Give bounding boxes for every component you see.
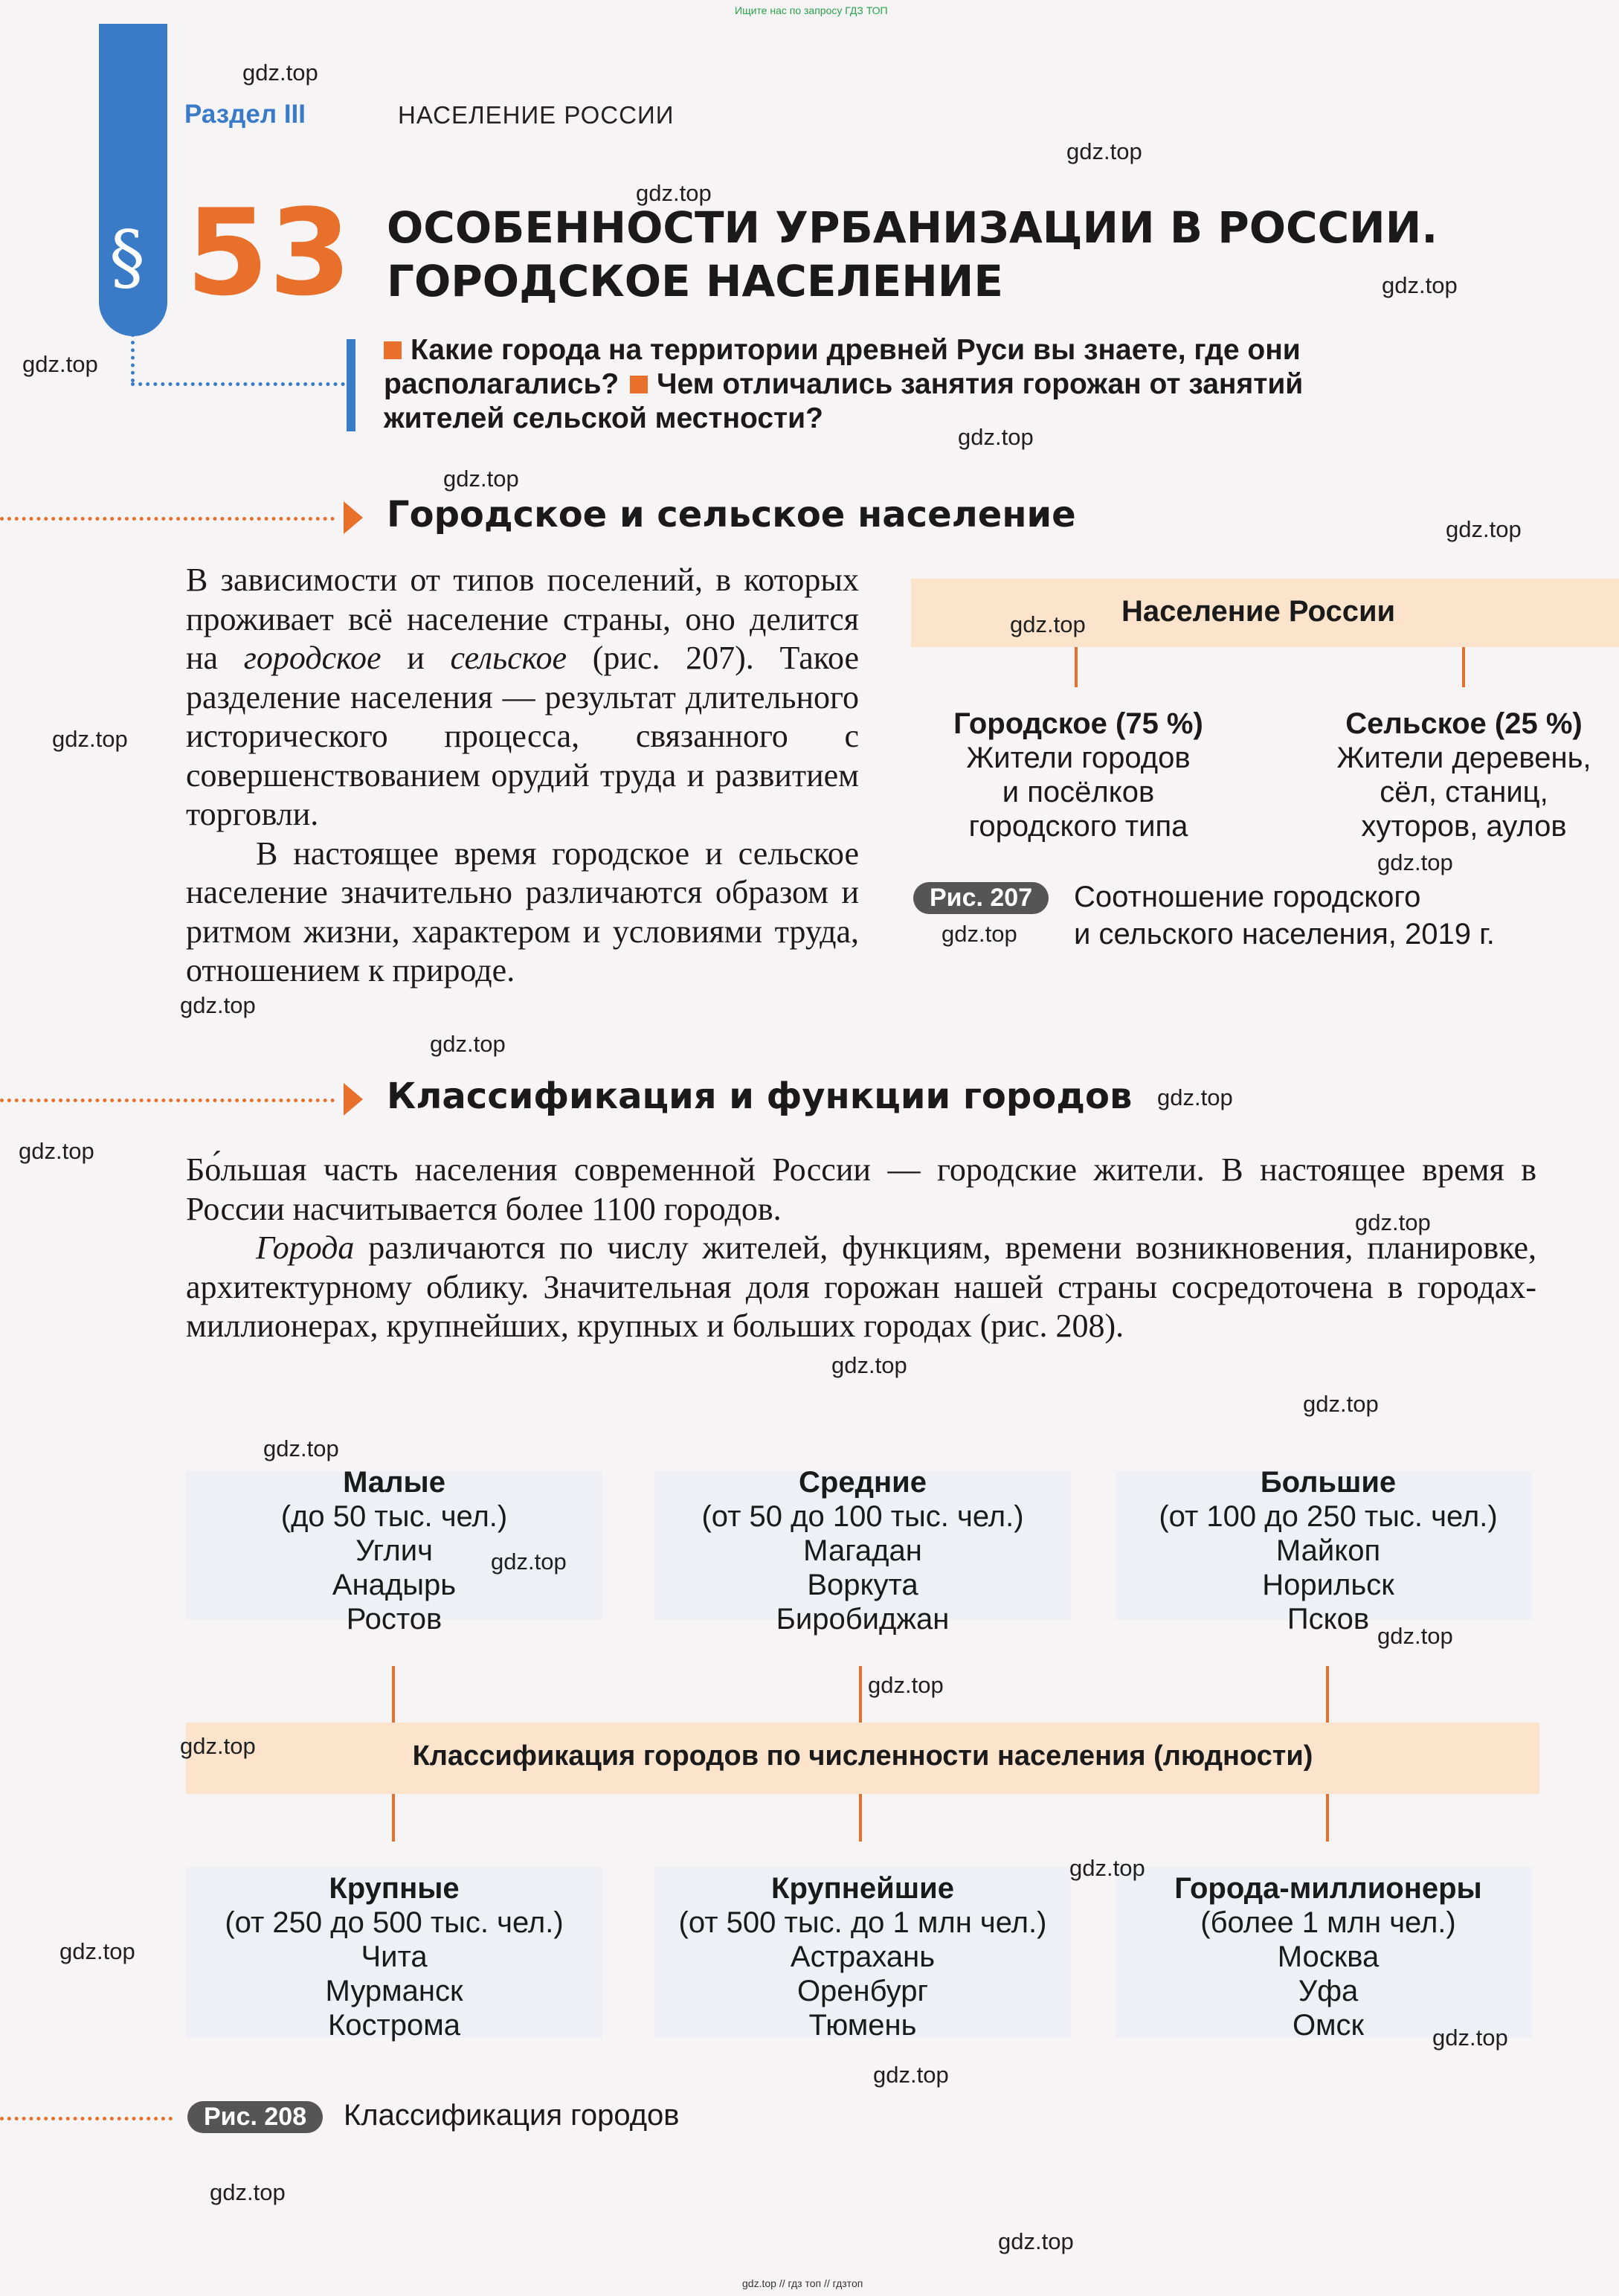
paragraph-symbol: §	[109, 216, 145, 299]
city-name: Уфа	[1298, 1975, 1359, 2007]
city-name: Майкоп	[1275, 1534, 1381, 1567]
category-medium	[669, 1465, 1056, 1636]
city-name: Магадан	[803, 1534, 922, 1567]
square-bullet-icon	[384, 341, 402, 359]
questions-line2: располагались? Чем отличались занятия горожан от занятий	[384, 368, 1304, 400]
watermark: gdz.top	[868, 1672, 944, 1698]
tab-dotted-connector	[131, 333, 135, 382]
urban-line: и посёлков	[1002, 776, 1155, 808]
category-range: (от 500 тыс. до 1 млн чел.)	[678, 1906, 1047, 1939]
watermark: gdz.top	[1432, 2025, 1508, 2051]
arrow-right-icon	[344, 1083, 363, 1116]
category-name: Крупные	[329, 1872, 460, 1905]
paragraph-number: 53	[186, 183, 352, 322]
subsection1-text	[186, 561, 859, 991]
paragraph-title-line2: ГОРОДСКОЕ НАСЕЛЕНИЕ	[387, 256, 1003, 306]
paragraph-classification-2: Города различаются по числу жителей, функциям, времени возникновения, планировке, архитектурному облику. Значительная доля горожан нашей страны сосредоточена в городах-миллионерах, крупнейших, крупных и больших городах (рис. 208).	[186, 1229, 1536, 1344]
subsection-heading-urban-rural: Городское и сельское население	[387, 494, 1076, 536]
category-largest	[662, 1871, 1063, 2042]
watermark: gdz.top	[942, 921, 1017, 947]
rural-heading: Сельское (25 %)	[1345, 707, 1583, 740]
city-name: Норильск	[1262, 1569, 1394, 1601]
city-name: Анадырь	[332, 1569, 457, 1601]
questions-block	[384, 333, 1303, 436]
watermark: gdz.top	[59, 1938, 135, 1964]
subsection2-text	[186, 1151, 1536, 1346]
footer-note: gdz.top // гдз топ // гдзтоп	[742, 2277, 863, 2289]
category-range: (от 50 до 100 тыс. чел.)	[701, 1500, 1024, 1533]
questions-bar	[347, 339, 355, 431]
city-name: Астрахань	[790, 1940, 936, 1973]
figure208-label: Рис. 208	[187, 2101, 323, 2133]
figure207-caption-line1: Соотношение городского	[1074, 881, 1421, 913]
category-large	[1135, 1465, 1522, 1636]
watermark: gdz.top	[180, 1733, 256, 1759]
watermark: gdz.top	[958, 424, 1034, 450]
rural-line: Жители деревень,	[1336, 742, 1591, 774]
watermark: gdz.top	[998, 2228, 1074, 2254]
urban-line: городского типа	[968, 810, 1188, 843]
watermark: gdz.top	[1157, 1084, 1233, 1110]
watermark: gdz.top	[1355, 1209, 1431, 1235]
section-title: НАСЕЛЕНИЕ РОССИИ	[398, 101, 675, 129]
watermark: gdz.top	[1066, 138, 1142, 164]
city-name: Оренбург	[796, 1975, 929, 2007]
city-name: Чита	[361, 1940, 428, 1973]
urban-line: Жители городов	[966, 742, 1191, 774]
figure208-connector	[859, 1666, 862, 1723]
subsection-heading-classification: Классификация и функции городов	[387, 1075, 1133, 1117]
top-note: Ищите нас по запросу ГДЗ ТОП	[735, 4, 888, 16]
figure208-connector	[859, 1794, 862, 1842]
city-name: Углич	[355, 1534, 433, 1567]
category-big	[208, 1871, 580, 2042]
figure207-caption-line2: и сельского населения, 2019 г.	[1074, 918, 1495, 951]
watermark: gdz.top	[1377, 849, 1453, 875]
category-range: (до 50 тыс. чел.)	[280, 1500, 508, 1533]
category-name: Средние	[799, 1466, 927, 1499]
category-name: Большие	[1260, 1466, 1397, 1499]
arrow-right-icon	[344, 501, 363, 534]
category-millionaires	[1135, 1871, 1522, 2042]
watermark: gdz.top	[1069, 1855, 1145, 1881]
rural-line: сёл, станиц,	[1380, 776, 1548, 808]
watermark: gdz.top	[443, 466, 519, 492]
category-name: Малые	[343, 1466, 445, 1499]
watermark: gdz.top	[210, 2179, 286, 2205]
section-label: Раздел III	[184, 100, 306, 129]
category-name: Города-миллионеры	[1174, 1872, 1482, 1905]
city-name: Ростов	[346, 1603, 442, 1636]
city-name: Мурманск	[325, 1975, 463, 2007]
questions-line1: Какие города на территории древней Руси вы знаете, где они	[384, 333, 1303, 367]
figure208-connector	[1326, 1794, 1329, 1842]
watermark: gdz.top	[242, 60, 318, 86]
watermark: gdz.top	[1446, 516, 1522, 542]
paragraph-title-line1: ОСОБЕННОСТИ УРБАНИЗАЦИИ В РОССИИ.	[387, 202, 1438, 253]
figure207-connector	[1462, 647, 1465, 687]
watermark: gdz.top	[491, 1549, 567, 1575]
city-name: Биробиджан	[776, 1603, 950, 1636]
city-name: Тюмень	[808, 2009, 917, 2042]
caption-dots	[0, 2117, 173, 2120]
figure208-connector	[392, 1666, 395, 1723]
figure208-caption: Классификация городов	[344, 2099, 680, 2132]
figure207-rural	[1309, 707, 1619, 843]
category-name: Крупнейшие	[771, 1872, 954, 1905]
watermark: gdz.top	[1303, 1391, 1379, 1417]
heading-dots	[0, 1099, 335, 1102]
figure208-center-title: Классификация городов по численности населения (людности)	[412, 1740, 1313, 1772]
city-name: Кострома	[327, 2009, 461, 2042]
watermark: gdz.top	[430, 1031, 506, 1057]
watermark: gdz.top	[873, 2062, 949, 2088]
watermark: gdz.top	[1382, 272, 1458, 298]
watermark: gdz.top	[1010, 611, 1086, 637]
category-range: (более 1 млн чел.)	[1200, 1906, 1456, 1939]
watermark: gdz.top	[1377, 1623, 1453, 1649]
category-range: (от 250 до 500 тыс. чел.)	[225, 1906, 564, 1939]
tab-dotted-connector-h	[131, 382, 353, 386]
rural-line: хуторов, аулов	[1361, 810, 1567, 843]
category-range: (от 100 до 250 тыс. чел.)	[1159, 1500, 1498, 1533]
heading-dots	[0, 517, 335, 521]
watermark: gdz.top	[52, 726, 128, 752]
watermark: gdz.top	[263, 1435, 339, 1461]
paragraph-urban-rural-2: В настоящее время городское и сельское население значительно различаются образом и ритмом жизни, характером и условиями труда, отношением к природе.	[186, 835, 859, 988]
paragraph-urban-rural-1: В зависимости от типов поселений, в которых проживает всё население страны, оно делится на городское и сельское (рис. 207). Такое разделение населения — результат длительного исторического процесса, связанного с совершенствованием орудий труда и развитием торговли.	[186, 562, 860, 832]
city-name: Псков	[1287, 1603, 1370, 1636]
paragraph-classification-1: Бо́льшая часть населения современной России — городские жители. В настоящее время в России насчитывается более 1100 городов.	[186, 1151, 1536, 1227]
city-name: Омск	[1292, 2009, 1365, 2042]
city-name: Москва	[1277, 1940, 1380, 1973]
figure207-connector	[1075, 647, 1078, 687]
figure207-label: Рис. 207	[913, 882, 1049, 914]
watermark: gdz.top	[19, 1138, 94, 1164]
figure207-root: Население России	[1121, 595, 1396, 628]
city-name: Воркута	[807, 1569, 918, 1601]
watermark: gdz.top	[831, 1352, 907, 1378]
figure207-urban	[922, 707, 1235, 843]
square-bullet-icon	[630, 376, 648, 393]
watermark: gdz.top	[636, 180, 712, 206]
figure208-connector	[392, 1794, 395, 1842]
watermark: gdz.top	[180, 992, 256, 1018]
urban-heading: Городское (75 %)	[953, 707, 1203, 740]
questions-line3: жителей сельской местности?	[384, 402, 823, 434]
watermark: gdz.top	[22, 351, 98, 377]
figure208-connector	[1326, 1666, 1329, 1723]
